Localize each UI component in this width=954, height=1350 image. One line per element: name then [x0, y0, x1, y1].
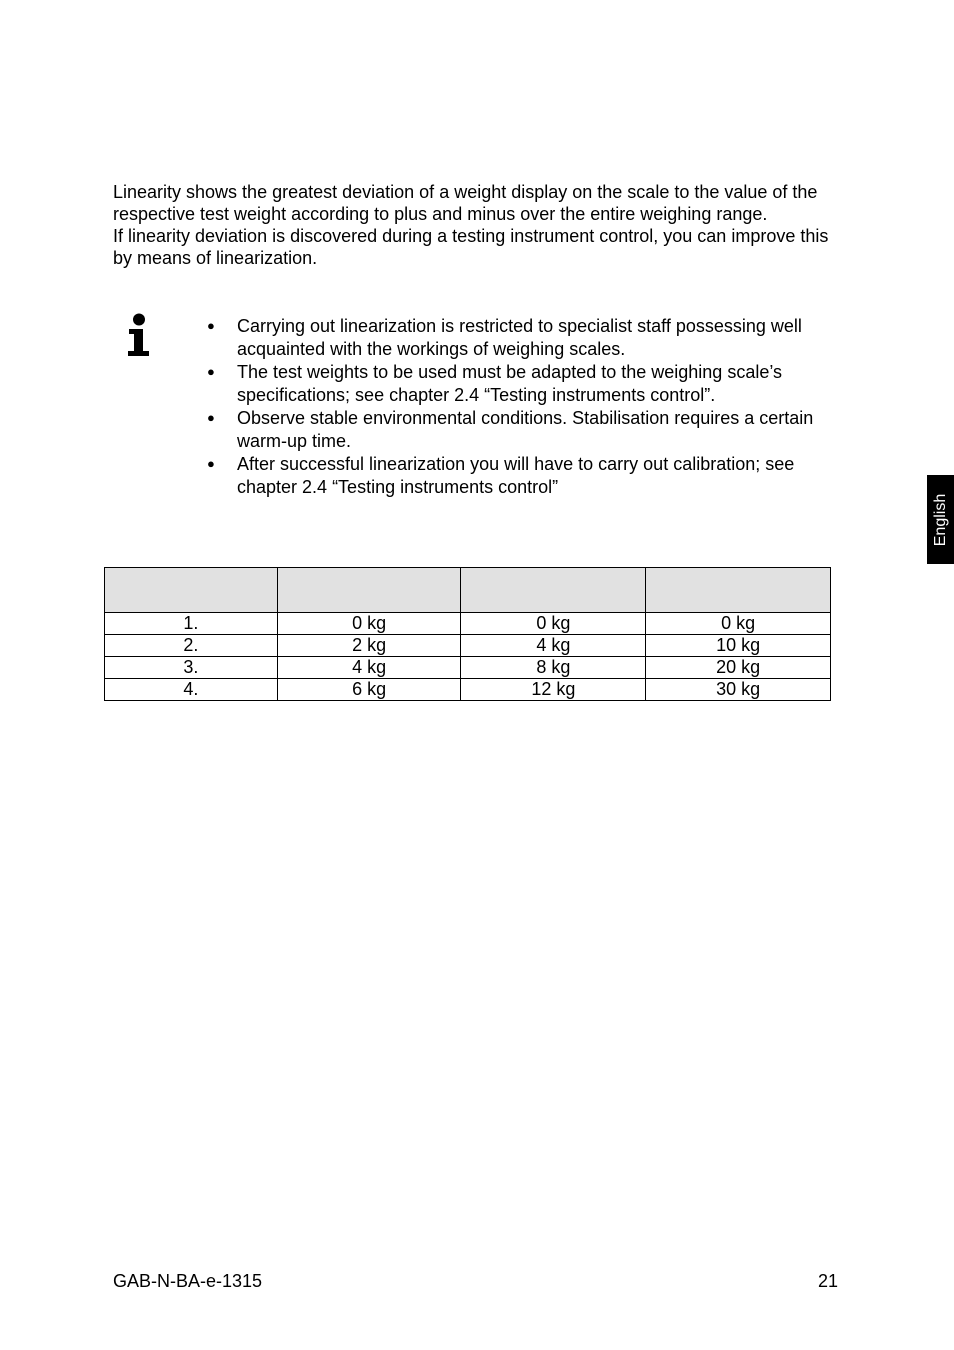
- table-cell: 12 kg: [461, 679, 646, 701]
- table-cell: 0 kg: [277, 613, 461, 635]
- intro-paragraph-linearity: Linearity shows the greatest deviation of a weight display on the scale to the value of the respective test weight according to plus and minus over the entire weighing range.: [113, 182, 818, 224]
- note-item: [205, 315, 830, 360]
- note-item: [205, 453, 830, 498]
- table-cell: 6 kg: [277, 679, 461, 701]
- note-text: Observe stable environmental conditions. Stabilisation requires a certain warm-up time.: [237, 408, 814, 451]
- language-tab-label: English: [931, 493, 949, 546]
- table-cell: 10 kg: [646, 635, 831, 657]
- table-cell: 3.: [105, 657, 278, 679]
- note-text: After successful linearization you will have to carry out calibration; see chapter 2.4 “Testing instruments control”: [237, 454, 795, 497]
- table-header-cell: [461, 568, 646, 613]
- table-cell: 4 kg: [461, 635, 646, 657]
- table-cell: 0 kg: [461, 613, 646, 635]
- bullet-icon: ●: [207, 456, 215, 471]
- table-row: [105, 679, 831, 701]
- table-cell: 2 kg: [277, 635, 461, 657]
- table-header-cell: [646, 568, 831, 613]
- note-item: [205, 407, 830, 452]
- page-number: 21: [818, 1271, 839, 1291]
- intro-text: [113, 181, 843, 269]
- notes-list: [205, 315, 830, 499]
- language-tab: [927, 475, 954, 564]
- table-cell: 4.: [105, 679, 278, 701]
- bullet-icon: ●: [207, 410, 215, 425]
- table-cell: 30 kg: [646, 679, 831, 701]
- info-icon: [124, 313, 154, 357]
- table-cell: 1.: [105, 613, 278, 635]
- table-cell: 4 kg: [277, 657, 461, 679]
- linearization-table: [104, 567, 831, 701]
- table-cell: 2.: [105, 635, 278, 657]
- note-text: Carrying out linearization is restricted to specialist staff possessing well acquainted with the workings of weighing scales.: [237, 316, 802, 359]
- table-header-cell: [105, 568, 278, 613]
- table-row: [105, 635, 831, 657]
- intro-paragraph-deviation: If linearity deviation is discovered during a testing instrument control, you can improve this by means of linearization.: [113, 226, 829, 268]
- table-cell: 0 kg: [646, 613, 831, 635]
- table-row: [105, 657, 831, 679]
- table-header-row: [105, 568, 831, 613]
- bullet-icon: ●: [207, 318, 215, 333]
- table-cell: 8 kg: [461, 657, 646, 679]
- table-cell: 20 kg: [646, 657, 831, 679]
- note-text: The test weights to be used must be adapted to the weighing scale’s specifications; see chapter 2.4 “Testing instruments control”.: [237, 362, 783, 405]
- bullet-icon: ●: [207, 364, 215, 379]
- note-item: [205, 361, 830, 406]
- document-code: GAB-N-BA-e-1315: [113, 1271, 263, 1291]
- table-header-cell: [277, 568, 461, 613]
- table-row: [105, 613, 831, 635]
